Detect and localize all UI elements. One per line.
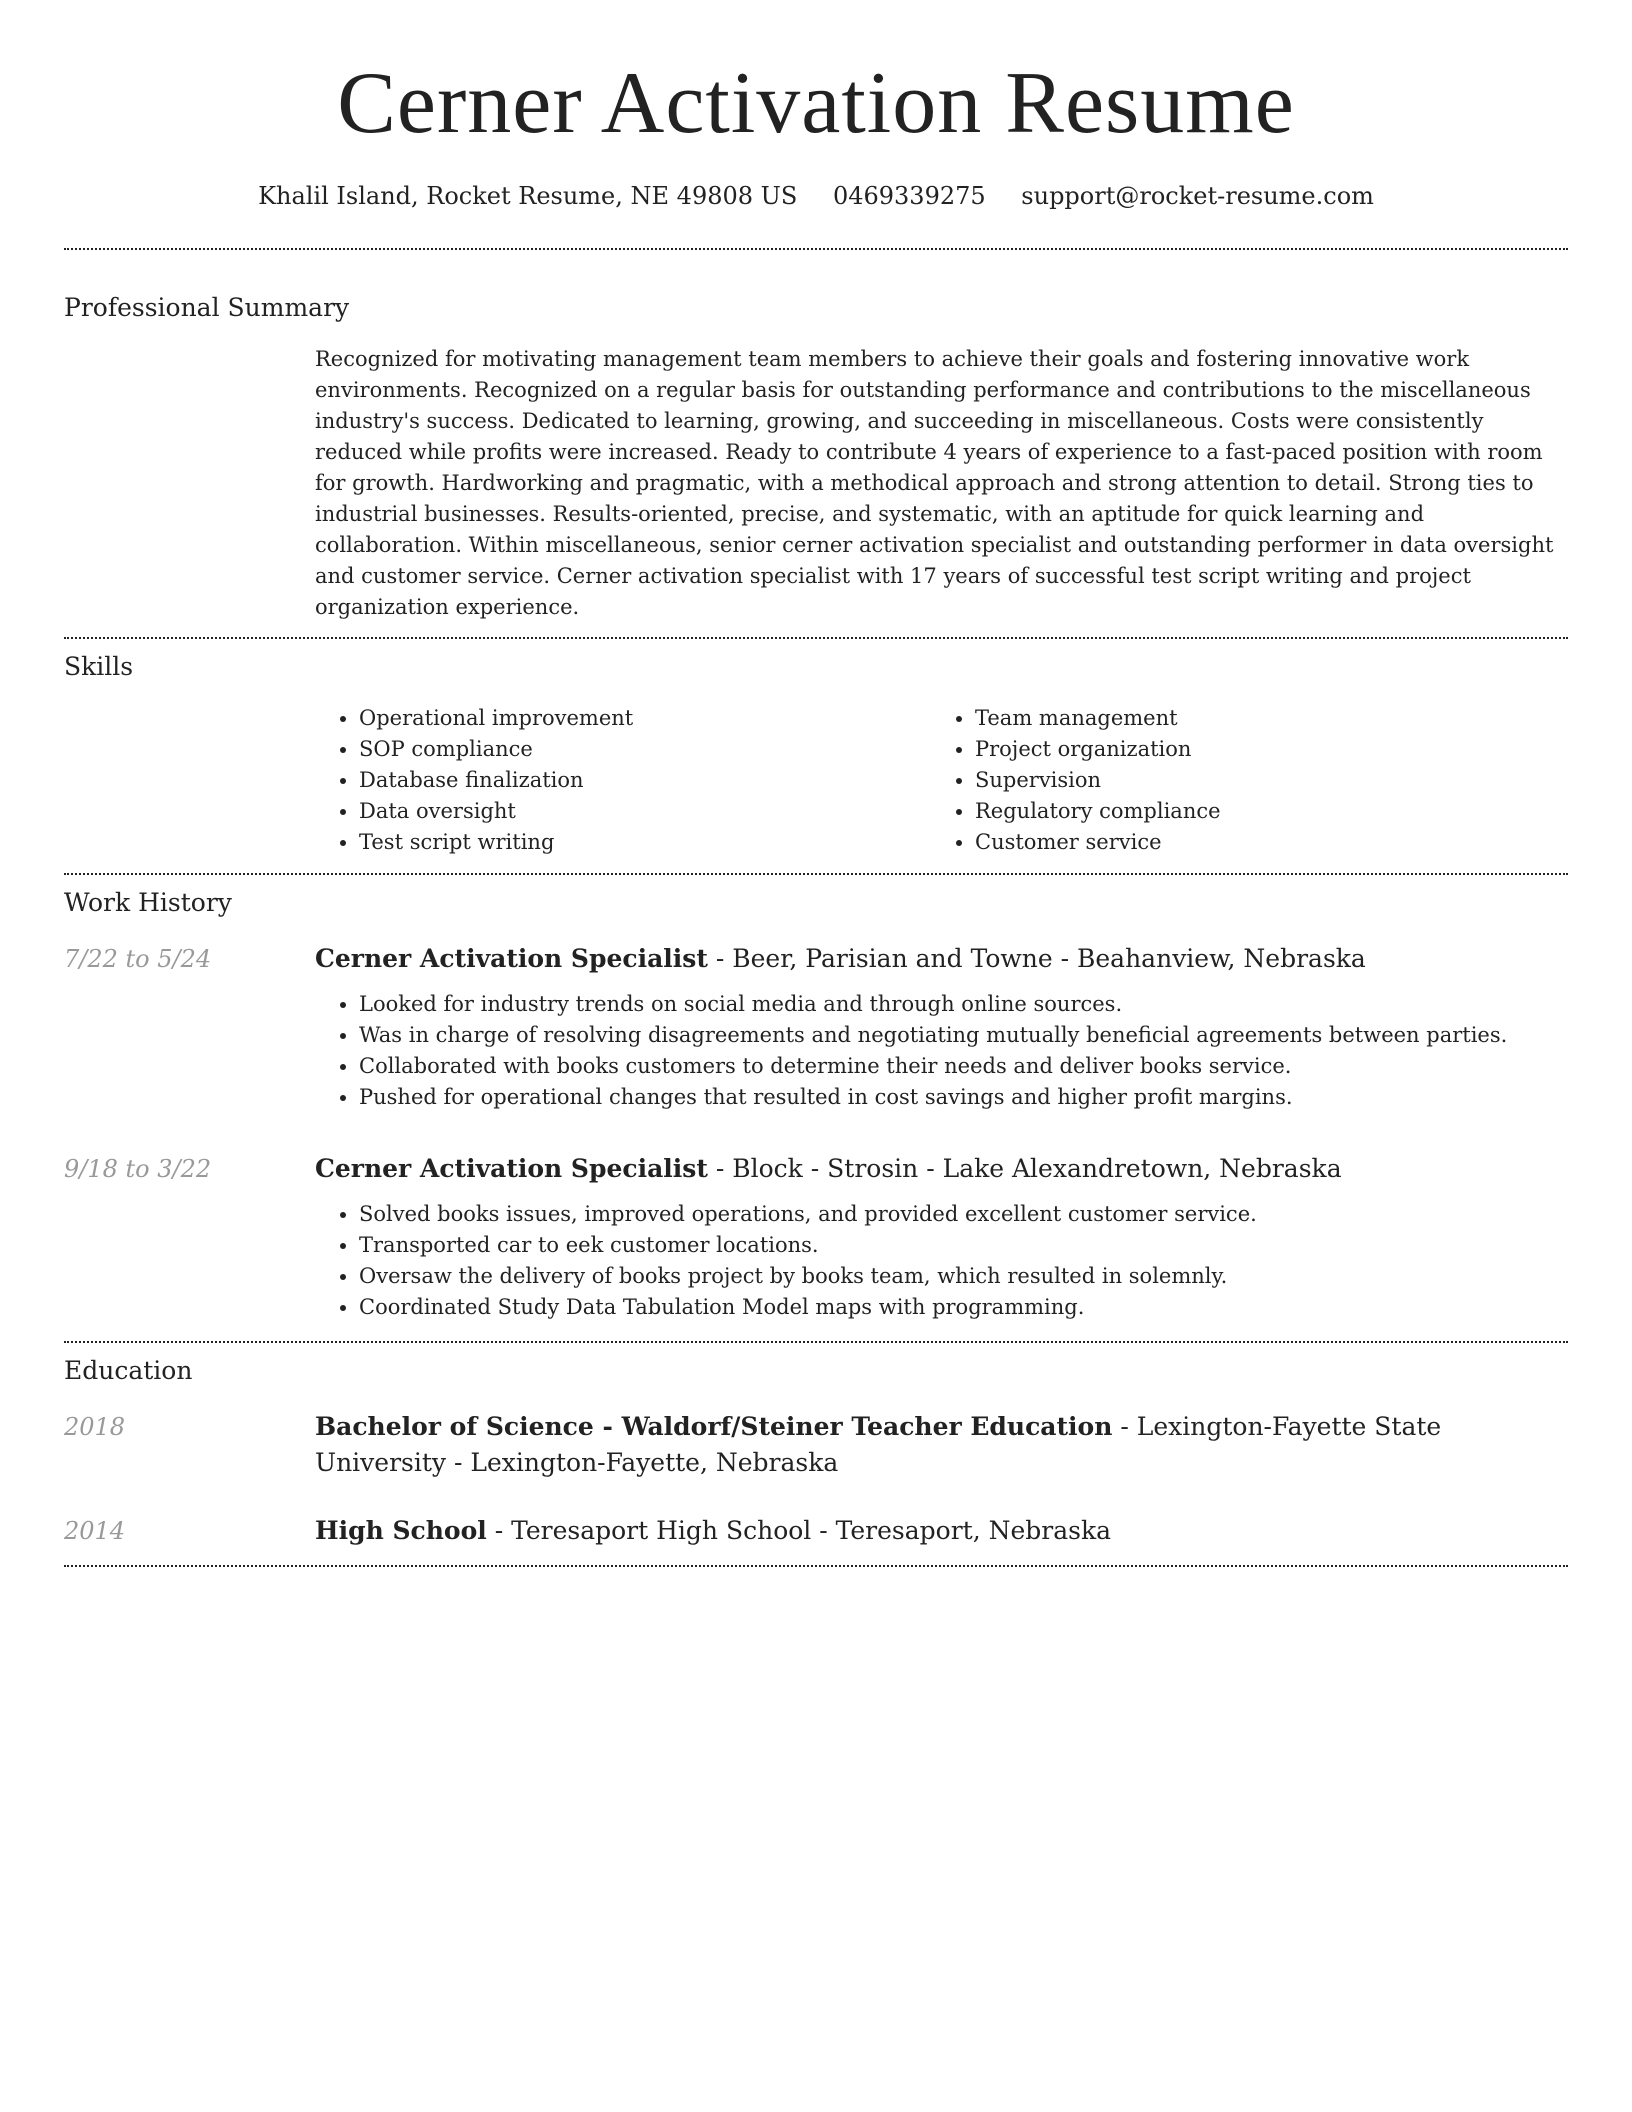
- education-degree: Bachelor of Science - Waldorf/Steiner Teacher Education: [315, 1412, 1113, 1441]
- skill-item: • Test script writing: [359, 827, 931, 858]
- job-bullet: • Pushed for operational changes that resulted in cost savings and higher profit margins.: [359, 1082, 1568, 1113]
- job-bullet: • Collaborated with books customers to determine their needs and deliver books service.: [359, 1051, 1568, 1082]
- skill-item: • Project organization: [975, 734, 1547, 765]
- skill-item: • Database finalization: [359, 765, 931, 796]
- job-bullets: [315, 1199, 1568, 1323]
- job-dates: 9/18 to 3/22: [64, 1155, 212, 1183]
- job-body: [315, 1151, 1568, 1323]
- job-bullet: • Was in charge of resolving disagreements and negotiating mutually beneficial agreements between parties.: [359, 1020, 1568, 1051]
- job-title: [315, 941, 1568, 977]
- divider: [64, 637, 1568, 639]
- summary-text: Recognized for motivating management team members to achieve their goals and fostering innovative work environments. Recognized on a regular basis for outstanding performance and contributions to the miscellaneous industry's success. Dedicated to learning, growing, and succeeding in miscellaneous. Costs were consistently reduced while profits were increased. Ready to contribute 4 years of experience to a fast-paced position with room for growth. Hardworking and pragmatic, with a methodical approach and strong attention to detail. Strong ties to industrial businesses. Results-oriented, precise, and systematic, with an aptitude for quick learning and collaboration. Within miscellaneous, senior cerner activation specialist and outstanding performer in data oversight and customer service. Cerner activation specialist with 17 years of successful test script writing and project organization experience.: [315, 347, 1554, 619]
- job-bullet: • Looked for industry trends on social media and through online sources.: [359, 989, 1568, 1020]
- divider: [64, 1341, 1568, 1343]
- education-year: 2018: [64, 1413, 126, 1441]
- education-entry: [64, 1513, 1568, 1549]
- skill-item: • Customer service: [975, 827, 1547, 858]
- education-entry: [64, 1409, 1568, 1481]
- job-entry: [64, 941, 1568, 1113]
- job-bullet: • Oversaw the delivery of books project by books team, which resulted in solemnly.: [359, 1261, 1568, 1292]
- skills-list-left: [315, 703, 931, 858]
- education-school: - Teresaport High School - Teresaport, Nebraska: [486, 1516, 1112, 1545]
- divider: [64, 1565, 1568, 1567]
- work-section: [64, 887, 1568, 1323]
- resume-page: [64, 0, 1568, 1567]
- skills-list-right: [931, 703, 1547, 858]
- job-dates: 7/22 to 5/24: [64, 945, 212, 973]
- skills-section: [64, 651, 1568, 858]
- divider: [64, 873, 1568, 875]
- contact-phone: 0469339275: [832, 182, 986, 210]
- contact-email: support@rocket-resume.com: [1021, 182, 1374, 210]
- education-details: [315, 1513, 1568, 1549]
- contact-address: Khalil Island, Rocket Resume, NE 49808 US: [258, 182, 798, 210]
- job-bullets: [315, 989, 1568, 1113]
- skills-left-spacer: [64, 703, 315, 858]
- education-school: - Lexington-Fayette State University - Lexington-Fayette, Nebraska: [315, 1412, 1442, 1477]
- section-heading-summary: Professional Summary: [64, 293, 350, 322]
- contact-line: [64, 180, 1568, 212]
- skills-grid: [315, 703, 1568, 858]
- education-year: 2014: [64, 1517, 126, 1545]
- summary-body: [315, 344, 1568, 623]
- summary-section: [64, 292, 1568, 623]
- job-title: [315, 1151, 1568, 1187]
- summary-left-spacer: [64, 344, 315, 623]
- job-bullet: • Solved books issues, improved operations, and provided excellent customer service.: [359, 1199, 1568, 1230]
- job-body: [315, 941, 1568, 1113]
- job-entry: [64, 1151, 1568, 1323]
- job-employer: - Block - Strosin - Lake Alexandretown, Nebraska: [707, 1154, 1342, 1183]
- resume-title: Cerner Activation Resume: [337, 55, 1295, 152]
- divider: [64, 248, 1568, 250]
- skill-item: • Data oversight: [359, 796, 931, 827]
- skills-row: [64, 703, 1568, 858]
- job-employer: - Beer, Parisian and Towne - Beahanview, Nebraska: [707, 944, 1366, 973]
- education-section: [64, 1355, 1568, 1549]
- skill-item: • SOP compliance: [359, 734, 931, 765]
- skill-item: • Supervision: [975, 765, 1547, 796]
- job-role: Cerner Activation Specialist: [315, 944, 708, 973]
- education-details: [315, 1409, 1568, 1481]
- section-heading-work: Work History: [64, 888, 232, 917]
- skill-item: • Team management: [975, 703, 1547, 734]
- job-role: Cerner Activation Specialist: [315, 1154, 708, 1183]
- education-degree: High School: [315, 1516, 487, 1545]
- job-bullet: • Coordinated Study Data Tabulation Model maps with programming.: [359, 1292, 1568, 1323]
- section-heading-skills: Skills: [64, 652, 134, 681]
- skill-item: • Regulatory compliance: [975, 796, 1547, 827]
- summary-row: [64, 344, 1568, 623]
- section-heading-education: Education: [64, 1356, 193, 1385]
- skill-item: • Operational improvement: [359, 703, 931, 734]
- job-bullet: • Transported car to eek customer locations.: [359, 1230, 1568, 1261]
